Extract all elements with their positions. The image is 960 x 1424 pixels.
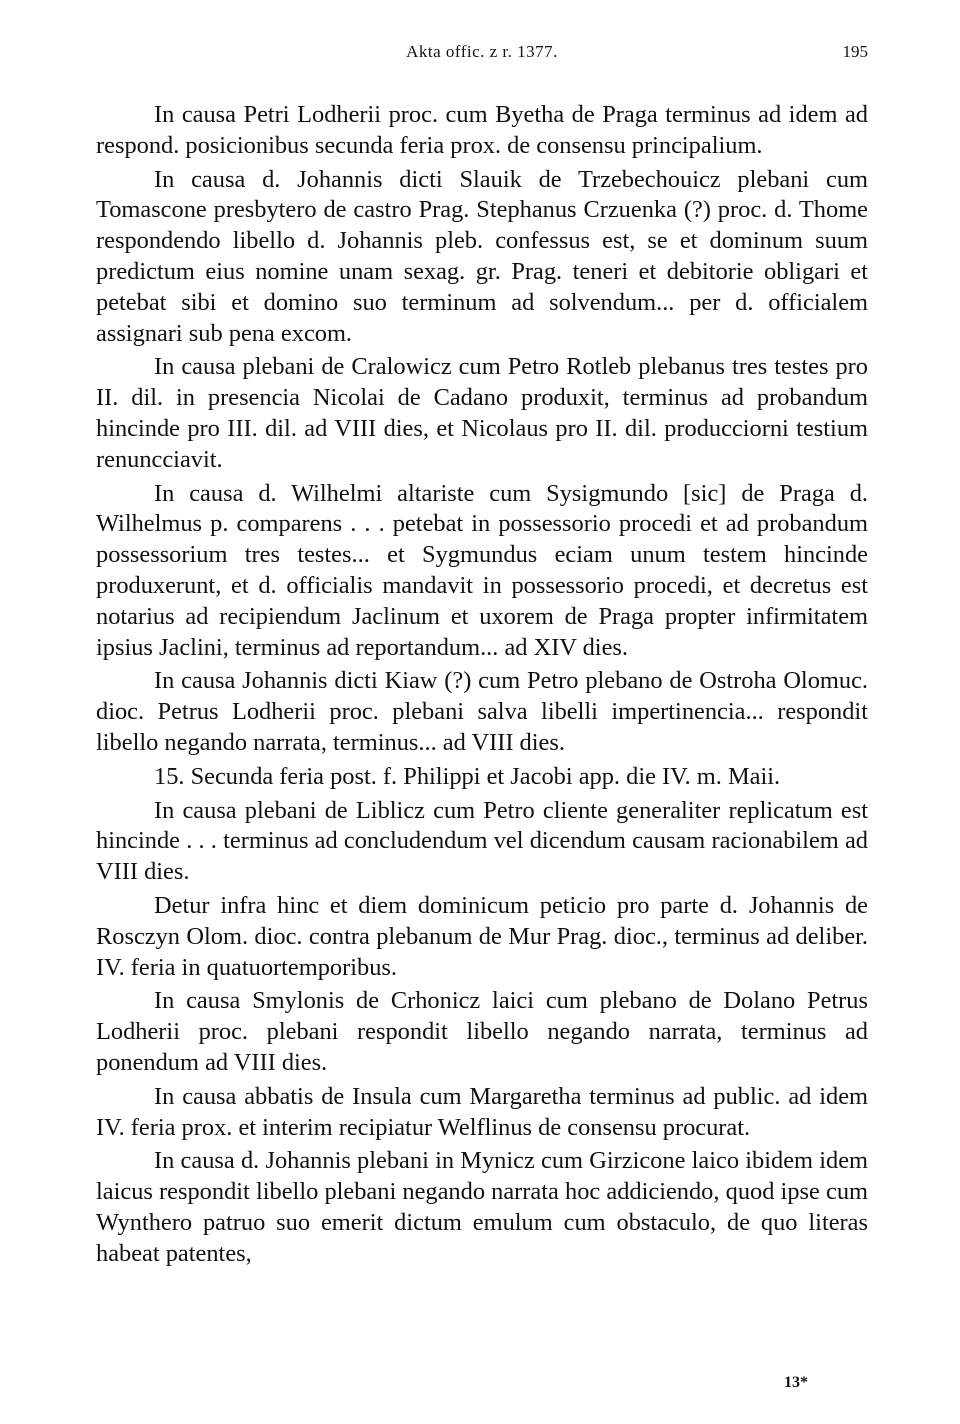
- paragraph: In causa Smylonis de Crhonicz laici cum plebano de Dolano Petrus Lodherii proc. plebani respondit libello negando narrata, terminus ad ponendum ad VIII dies.: [96, 987, 868, 1076]
- paragraph: In causa Johannis dicti Kiaw (?) cum Petro plebano de Ostroha Olomuc. dioc. Petrus Lodherii proc. plebani salva libelli impertinencia... respondit libello negando narrata, terminus... ad VIII dies.: [96, 667, 868, 756]
- section-date-heading: 15. Secunda feria post. f. Philippi et Jacobi app. die IV. m. Maii.: [154, 762, 781, 790]
- running-title: Akta offic. z r. 1377.: [406, 42, 558, 61]
- paragraph: In causa Petri Lodherii proc. cum Byetha de Praga terminus ad idem ad respond. posicionibus secunda feria prox. de consensu principalium.: [96, 101, 868, 159]
- paragraph: In causa plebani de Cralowicz cum Petro Rotleb plebanus tres testes pro II. dil. in presencia Nicolai de Cadano produxit, terminus ad probandum hincinde pro III. dil. ad VIII dies, et Nicolaus pro II. dil. producciorni testium renuncciavit.: [96, 353, 868, 473]
- running-head: [96, 34, 868, 70]
- body-text: [96, 100, 868, 1269]
- signature-mark: 13*: [784, 1374, 808, 1391]
- document-page: [96, 34, 868, 1404]
- page-number: 195: [842, 42, 868, 61]
- paragraph: In causa d. Johannis dicti Slauik de Trzebechouicz plebani cum Tomascone presbytero de castro Prag. Stephanus Crzuenka (?) proc. d. Thome respondendo libello d. Johannis pleb. confessus est, se et dominum suum predictum eius nomine unam sexag. gr. Prag. teneri et debitorie obligari et petebat sibi et domino suo terminum ad solvendum... per d. officialem assignari sub pena excom.: [96, 165, 868, 347]
- paragraph: Detur infra hinc et diem dominicum peticio pro parte d. Johannis de Rosczyn Olom. dioc. contra plebanum de Mur Prag. dioc., terminus ad deliber. IV. feria in quatuortemporibus.: [96, 891, 868, 981]
- paragraph: In causa d. Johannis plebani in Mynicz cum Girzicone laico ibidem idem laicus respondit libello plebani negando narrata hoc addiciendo, quod ipse cum Wynthero patruo suo emerit dictum emulum cum obstaculo, de quo literas habeat patentes,: [96, 1147, 868, 1267]
- paragraph: In causa plebani de Liblicz cum Petro cliente generaliter replicatum est hincinde . . . terminus ad concludendum vel dicendum causam racionabilem ad VIII dies.: [96, 796, 868, 886]
- paragraph: In causa d. Wilhelmi altariste cum Sysigmundo [sic] de Praga d. Wilhelmus p. comparens . . . petebat in possessorio procedi et ad probandum possessorium tres testes... et Sygmundus eciam unum testem hincinde produxerunt, et d. officialis mandavit in possessorio procedi, et decretus est notarius ad recipiendum Jaclinum et uxorem de Praga propter infirmitatem ipsius Jaclini, terminus ad reportandum... ad XIV dies.: [96, 479, 868, 661]
- paragraph: In causa abbatis de Insula cum Margaretha terminus ad public. ad idem IV. feria prox. et interim recipiatur Welflinus de consensu procurat.: [96, 1082, 868, 1141]
